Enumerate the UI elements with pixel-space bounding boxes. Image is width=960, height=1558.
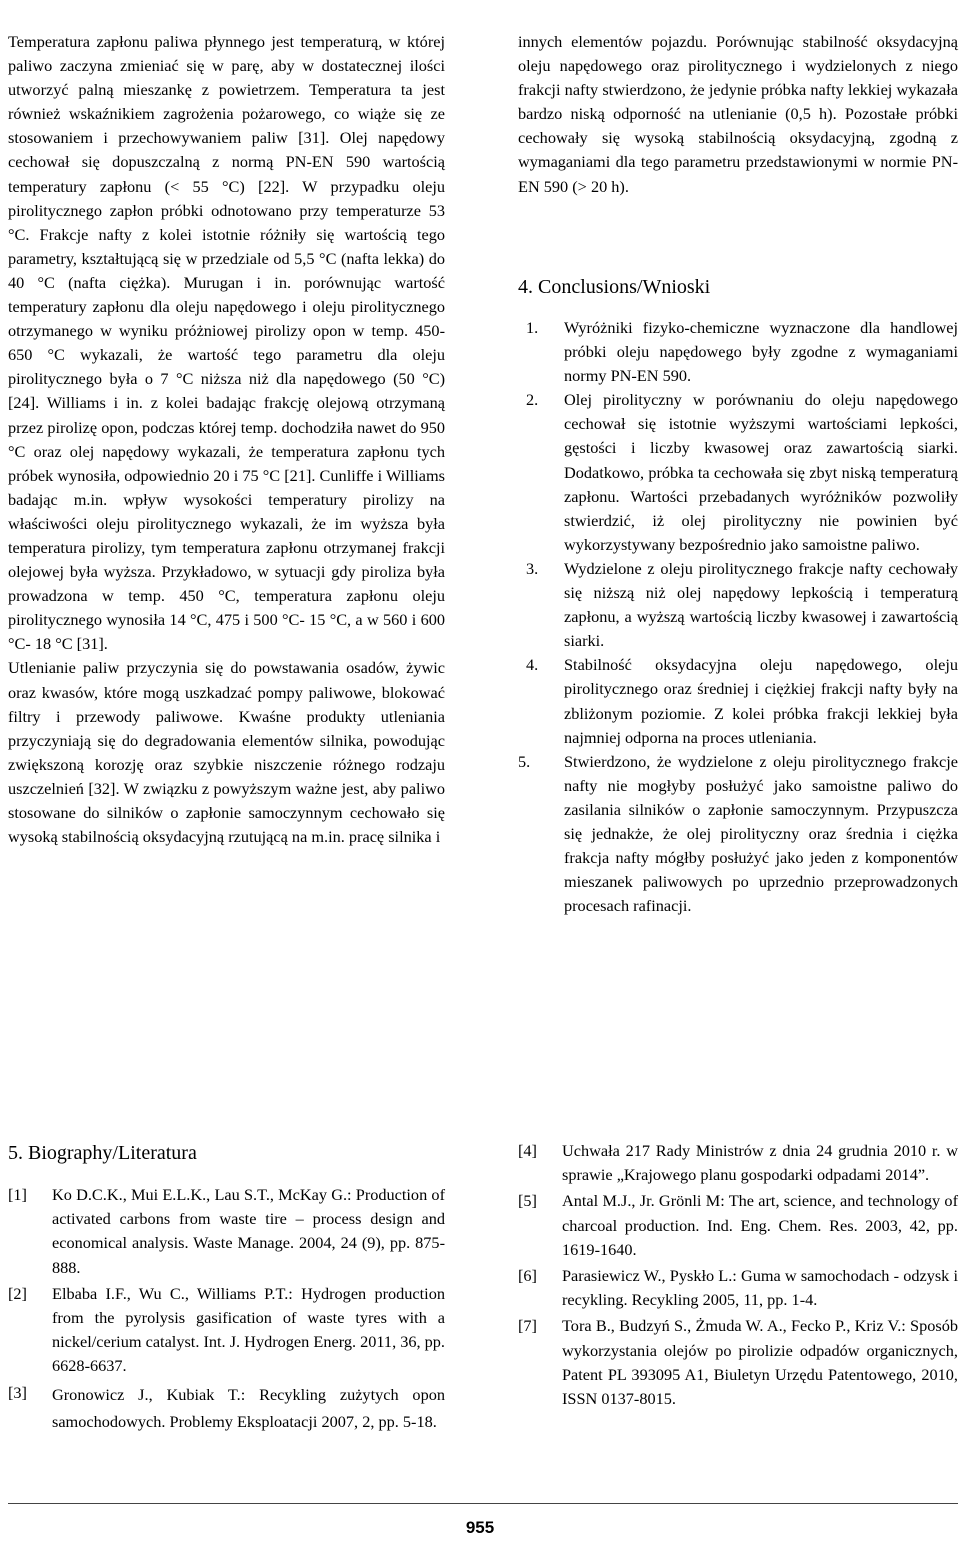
references-right bbox=[518, 1139, 958, 1411]
reference-text: Ko D.C.K., Mui E.L.K., Lau S.T., McKay G.: Production of activated carbons from waste tire – process design and economical analysis. Waste Manage. 2004, 24 (9), pp. 875-888. bbox=[52, 1185, 445, 1277]
list-item-number: 1. bbox=[526, 318, 539, 337]
paragraph-oxidation: Utlenianie paliw przyczynia się do powstawania osadów, żywic oraz kwasów, które mogą uszkadzać pompy paliwowe, blokować filtry i przewody paliwowe. Kwaśne produkty utleniania przyczyniają się do degradowania elementów silnika, powodując zwiększoną korozję oraz szybkie niszczenie różnego rodzaju uszczelnień [32]. W związku z powyższym ważne jest, aby paliwo stosowane do silników o zapłonie samoczynnym cechowało się wysoką stabilnością oksydacyjną rzutującą na m.in. pracę silnika i bbox=[8, 658, 445, 847]
list-item bbox=[518, 750, 958, 919]
reference-text: Parasiewicz W., Pyskło L.: Guma w samochodach - odzysk i recykling. Recykling 2005, 11, pp. 1-4. bbox=[562, 1266, 958, 1310]
list-item bbox=[518, 388, 958, 557]
conclusions-list bbox=[518, 316, 958, 918]
reference-item bbox=[518, 1314, 958, 1411]
reference-number: [4] bbox=[518, 1141, 537, 1160]
reference-text: Tora B., Budzyń S., Żmuda W. A., Fecko P., Kriz V.: Sposób wykorzystania olejów po pirolizie odpadów organicznych, Patent PL 393095 A1, Biuletyn Urzędu Patentowego, 2010, ISSN 0137-8015. bbox=[562, 1316, 958, 1409]
list-item bbox=[518, 653, 958, 749]
reference-text: Antal M.J., Jr. Grönli M: The art, science, and technology of charcoal production. Ind. Eng. Chem. Res. 2003, 42, pp. 1619-1640. bbox=[562, 1191, 958, 1259]
footer-divider bbox=[8, 1503, 958, 1504]
reference-item bbox=[518, 1264, 958, 1312]
reference-number: [7] bbox=[518, 1316, 537, 1336]
reference-text: Uchwała 217 Rady Ministrów z dnia 24 grudnia 2010 r. w sprawie „Krajowego planu gospodarki odpadami 2014”. bbox=[562, 1141, 958, 1185]
list-item-text: Wyróżniki fizyko-chemiczne wyznaczone dla handlowej próbki oleju napędowego były zgodne z wymaganiami normy PN-EN 590. bbox=[564, 318, 958, 386]
paragraph-continuation: innych elementów pojazdu. Porównując stabilność oksydacyjną oleju napędowego oraz pirolitycznego i wydzielonych z niego frakcji nafty stwierdzono, że jedynie próbka nafty lekkiej wykazała bardzo niską odporność na utlenianie (0,5 h). Pozostałe próbki cechowały się wysoką stabilnością oksydacyjną, zgodną z wymaganiami dla tego parametru przedstawionymi w normie PN-EN 590 (> 20 h). bbox=[518, 32, 958, 196]
list-item-number: 4. bbox=[526, 655, 539, 675]
list-item-number: 2. bbox=[526, 390, 539, 410]
list-item-text: Stwierdzono, że wydzielone z oleju pirolitycznego frakcje nafty nie mogłyby posłużyć jako samoistne paliwo do zasilania silników o zapłonie samoczynnym. Przypuszcza się jednakże, że olej pirolityczny oraz średnia i ciężka frakcja nafty mógłby posłużyć jako jeden z komponentów mieszanek paliwowych po uprzednio przeprowadzonych procesach rafinacji. bbox=[564, 751, 958, 916]
list-item-text: Olej pirolityczny w porównaniu do oleju napędowego cechował się istotnie wyższymi wartościami lepkości, gęstości i liczby kwasowej oraz zawartością siarki. Dodatkowo, próbka ta cechowała się zbyt niską temperaturą zapłonu. Wartości przebadanych wyróżników pozwoliły stwierdzić, iż olej pirolityczny nie powinien być wykorzystywany bezpośrednio jako samoistne paliwo. bbox=[564, 390, 958, 554]
reference-item bbox=[8, 1282, 445, 1379]
references-left bbox=[8, 1183, 445, 1435]
reference-number: [5] bbox=[518, 1191, 537, 1211]
biography-heading: 5. Biography/Literatura bbox=[8, 1142, 197, 1164]
reference-item bbox=[8, 1381, 445, 1435]
left-column-body bbox=[8, 30, 445, 849]
reference-text: Elbaba I.F., Wu C., Williams P.T.: Hydrogen production from the pyrolysis gasification of waste tyres with a nickel/cerium catalyst. Int. J. Hydrogen Energ. 2011, 36, pp. 6628-6637. bbox=[52, 1283, 445, 1376]
reference-item bbox=[8, 1183, 445, 1280]
reference-text: Gronowicz J., Kubiak T.: Recykling zużytych opon samochodowych. Problemy Eksploatacji 2007, 2, pp. 5-18. bbox=[52, 1384, 445, 1431]
paragraph-flash-point: Temperatura zapłonu paliwa płynnego jest temperaturą, w której paliwo zaczyna zmieniać się w parę, aby w dostatecznej ilości utworzyć palną mieszankę z powietrzem. Temperatura ta jest również wskaźnikiem zagrożenia pożarowego, co wiąże się ze stosowaniem i przechowywaniem paliw [31]. Olej napędowy cechował się dopuszczalną z normą PN-EN 590 wartością temperatury zapłonu (< 55 °C) [22]. W przypadku oleju pirolitycznego zapłon próbki odnotowano przy temperaturze 53 °C. Frakcje nafty z kolei istotnie różniły się wartością tego parametry, kształtującą się w przedziale od 5,5 °C (nafta lekka) do 40 °C (nafta ciężka). Murugan i in. porównując wartość temperatury zapłonu dla oleju napędowego i oleju pirolitycznego otrzymanego w wyniku próżniowej pirolizy opon w temp. 450-650 °C wykazali, że wartość tego parametru dla oleju pirolitycznego była o 7 °C niższa niż dla napędowego (50 °C) [24]. Williams i in. z kolei badając frakcję olejową otrzymaną przez pirolizę opon, podczas której temp. dochodziła nawet do 950 °C oraz olej napędowy wykazali, że temperatura zapłonu tych próbek wynosiła, odpowiednio 20 i 75 °C [21]. Cunliffe i Williams badając m.in. wpływ wysokości temperatury pirolizy na właściwości oleju pirolitycznego wykazali, że im wyższa była temperatura pirolizy, tym temperatura zapłonu otrzymanej frakcji olejowej była wyższa. Przykładowo, w sytuacji gdy piroliza była prowadzona w temp. 450 °C, temperatura zapłonu oleju pirolitycznego wynosiła 14 °C, 475 i 500 °C- 15 °C, a w 560 i 600 °C- 18 °C [31]. bbox=[8, 32, 445, 654]
list-item-number: 3. bbox=[526, 558, 539, 578]
page-number: 955 bbox=[465, 1518, 495, 1537]
list-item bbox=[518, 557, 958, 653]
list-item-text: Wydzielone z oleju pirolitycznego frakcje nafty cechowały się niższą niż olej napędowy lepkością i temperaturą zapłonu, a wyższą wartością liczby kwasowej i zawartością siarki. bbox=[564, 558, 958, 651]
reference-item bbox=[518, 1189, 958, 1262]
right-column-body bbox=[518, 30, 958, 199]
list-item-text: Stabilność oksydacyjna oleju napędowego, oleju pirolitycznego oraz średniej i ciężkiej frakcji nafty były na zbliżonym poziomie. Z kolei próbka frakcji lekkiej była najmniej odporna na proces utleniania. bbox=[564, 655, 958, 747]
reference-number: [1] bbox=[8, 1185, 27, 1204]
reference-item bbox=[518, 1139, 958, 1187]
reference-number: [6] bbox=[518, 1266, 537, 1286]
conclusions-heading: 4. Conclusions/Wnioski bbox=[518, 276, 711, 298]
reference-number: [3] bbox=[8, 1382, 27, 1402]
list-item-number: 5. bbox=[518, 751, 531, 771]
list-item bbox=[518, 316, 958, 388]
reference-number: [2] bbox=[8, 1283, 27, 1303]
